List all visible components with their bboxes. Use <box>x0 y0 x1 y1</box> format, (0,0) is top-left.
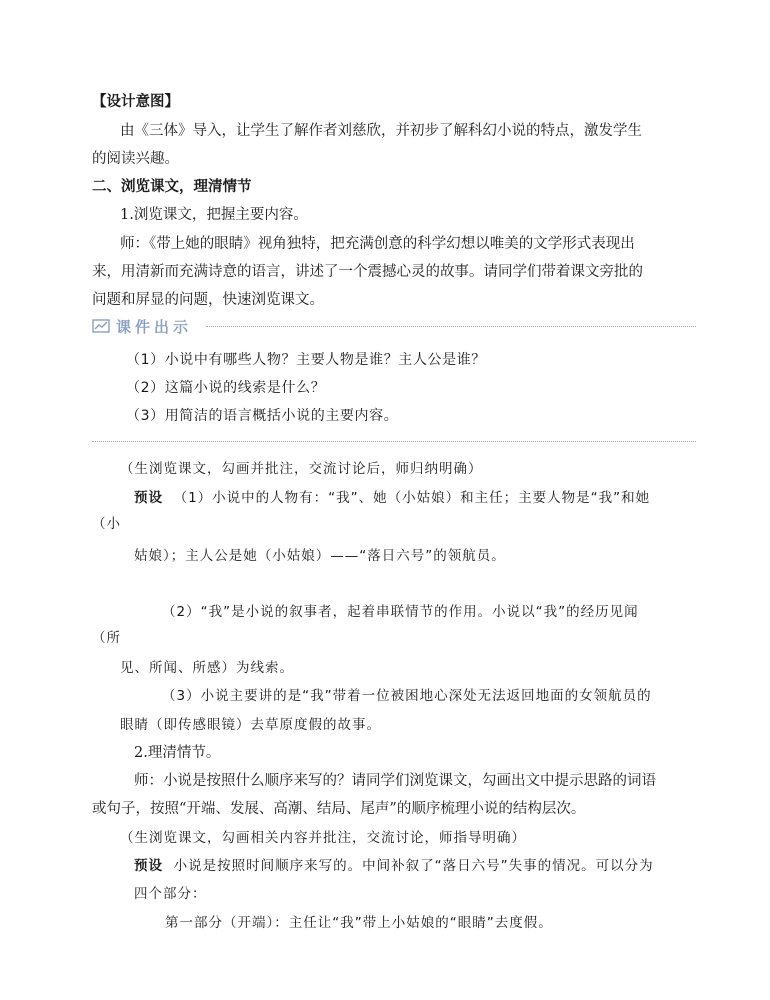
part-1: 第一部分（开端）：主任让“我”带上小姑娘的“眼睛”去度假。 <box>165 915 553 931</box>
preset-2-text: 小说是按照时间顺序来写的。中间补叙了“落日六号”失事的情况。可以分为 <box>173 858 654 874</box>
teacher-remark-1-end: 问题和屏显的问题，快速浏览课文。 <box>92 292 324 308</box>
student-activity-1: （生浏览课文，勾画并批注，交流讨论后，师归纳明确） <box>120 461 483 477</box>
section-heading: 二、浏览课文，理清情节 <box>92 178 252 195</box>
courseware-header <box>92 316 192 336</box>
teacher-remark-2-cont: 或句子，按照“开端、发展、高潮、结局、尾声”的顺序梳理小说的结构层次。 <box>92 801 586 817</box>
courseware-question-1: （1）小说中有哪些人物？主要人物是谁？主人公是谁？ <box>126 352 486 368</box>
design-intent-text-cont: 的阅读兴趣。 <box>92 151 179 167</box>
preset-1-b-cont: 见、所闻、所感）为线索。 <box>120 660 294 676</box>
preset-2-label: 预设 <box>134 858 163 874</box>
preset-1-a-text: （1）小说中的人物有：“我”、她（小姑娘）和主任；主要人物是“我”和她 <box>173 490 651 506</box>
preset-1-b: （2）“我”是小说的叙事者，起着串联情节的作用。小说以“我”的经历见闻 <box>162 604 639 620</box>
design-intent-text: 由《三体》导入，让学生了解作者刘慈欣，并初步了解科幻小说的特点，激发学生 <box>120 123 642 139</box>
courseware-top-rule <box>206 326 696 327</box>
preset-1-b-wrap: （所 <box>92 630 121 646</box>
courseware-question-2: （2）这篇小说的线索是什么？ <box>126 380 326 396</box>
preset-2-cont: 四个部分： <box>134 886 207 902</box>
courseware-icon <box>92 319 110 333</box>
courseware-question-3: （3）用简洁的语言概括小说的主要内容。 <box>126 408 399 424</box>
preset-1-a-wrap: （小 <box>92 516 121 532</box>
courseware-bottom-rule <box>92 441 696 442</box>
step-1: 1.浏览课文，把握主要内容。 <box>120 207 308 223</box>
teacher-remark-2: 师：小说是按照什么顺序来写的？请同学们浏览课文，勾画出文中提示思路的词语 <box>134 773 656 789</box>
preset-1-c-cont: 眼睛（即传感眼镜）去草原度假的故事。 <box>120 717 381 733</box>
student-activity-2: （生浏览课文，勾画相关内容并批注，交流讨论，师指导明确） <box>120 830 526 846</box>
preset-1-a <box>134 488 650 508</box>
preset-label: 预设 <box>134 490 163 506</box>
teacher-remark-1: 师：《带上她的眼睛》视角独特，把充满创意的科学幻想以唯美的文学形式表现出 <box>120 236 635 252</box>
teacher-remark-1-cont: 来，用清新而充满诗意的语言，讲述了一个震撼心灵的故事。请同学们带着课文旁批的 <box>92 264 643 280</box>
preset-1-a-cont: 姑娘）；主人公是她（小姑娘）——“落日六号”的领航员。 <box>134 548 506 564</box>
courseware-title: 课件出示 <box>116 317 193 336</box>
design-intent-heading: 【设计意图】 <box>92 93 179 110</box>
preset-2 <box>134 856 654 876</box>
preset-1-c: （3）小说主要讲的是“我”带着一位被困地心深处无法返回地面的女领航员的 <box>162 688 652 704</box>
courseware-box <box>92 316 696 442</box>
step-2: 2.理清情节。 <box>134 745 221 761</box>
